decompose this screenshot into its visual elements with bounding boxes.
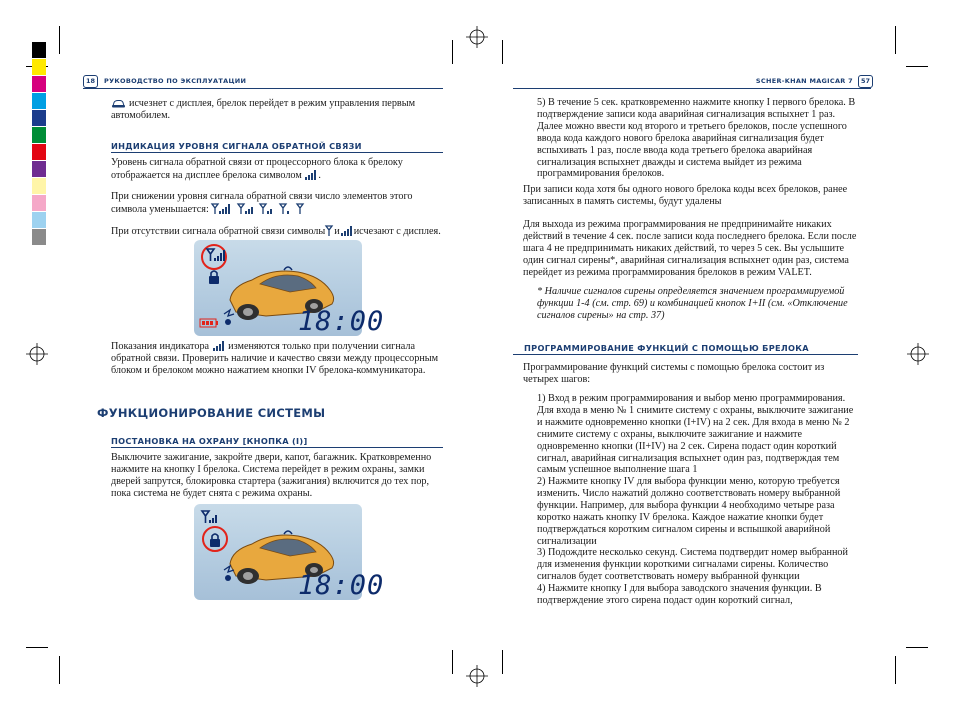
feedback-paragraph-3: При отсутствии сигнала обратной связи символы и исчезают с дисплея. — [111, 226, 441, 237]
section-heading-feedback: ИНДИКАЦИЯ УРОВНЯ СИГНАЛА ОБРАТНОЙ СВЯЗИ — [111, 141, 362, 151]
crop-mark — [895, 656, 896, 684]
signal-bars-icon — [212, 340, 226, 351]
header-rule — [83, 88, 443, 89]
lock-icon — [210, 534, 220, 547]
programming-step-2: 2) Нажмите кнопку IV для выбора функции меню, которую требуется изменить. Число нажатий должно соответствовать номеру выбранной функции. Например, для выбора функции 4 необходимо четыре раза коротко нажать кнопку IV брелока. Каждое нажатие кнопки будет подтверждаться коротким сигналом сирены и вспышкой аварийной сигнализации — [537, 476, 841, 547]
lcd-clock: 18:00 — [298, 306, 385, 337]
registration-mark — [26, 343, 48, 365]
crop-mark — [26, 647, 48, 648]
antenna-icon — [296, 203, 305, 214]
crop-mark — [502, 650, 503, 674]
crop-mark — [452, 650, 453, 674]
intro-paragraph: исчезнет с дисплея, брелок перейдет в режим управления первым автомобилем. — [111, 98, 416, 121]
section-heading-programming: ПРОГРАММИРОВАНИЕ ФУНКЦИЙ С ПОМОЩЬЮ БРЕЛОКА — [524, 343, 809, 353]
antenna-icon — [325, 225, 334, 236]
color-swatch — [32, 144, 46, 160]
antenna-signal-4-icon — [211, 203, 231, 214]
lcd-clock: 18:00 — [298, 570, 385, 601]
codes-erased-paragraph: При записи кода хотя бы одного нового брелока коды всех брелоков, ранее записанных в память системы, будут удалены — [523, 184, 848, 207]
shock-sensor-icon — [224, 310, 234, 325]
siren-footnote: * Наличие сигналов сирены определяется значением программируемой функции 1-4 (см. стр. 69) и комбинацией кнопок I+II (см. «Отключение сигналов сирены» на стр. 37) — [537, 286, 848, 321]
color-swatch — [32, 42, 46, 58]
crop-mark — [906, 647, 928, 648]
color-swatch — [32, 59, 46, 75]
feedback-paragraph-2: При снижении уровня сигнала обратной связи число элементов этого символа уменьшается: — [111, 191, 413, 215]
programming-intro: Программирование функций системы с помощью брелока состоит из четырех шагов: — [523, 362, 825, 385]
programming-step-3: 3) Подождите несколько секунд. Система подтвердит номер выбранной для изменения функции короткими сигналами сирены. Количество сигналов будет соответствовать номеру выбранной функции — [537, 547, 848, 582]
color-swatch — [32, 229, 46, 245]
section-rule — [111, 152, 443, 153]
antenna-signal-2-icon — [259, 203, 273, 214]
crop-mark — [59, 656, 60, 684]
programming-step-1: 1) Вход в режим программирования и выбор меню программирования. Для входа в меню № 1 снимите систему с охраны, выключите зажигание и нажмите одновременно кнопки (I+IV) на 2 сек. Для входа в меню № 2 снимите систему с охраны, выключите зажигание и нажмите одновременно кнопки (II+IV) на 2 сек. Сирена подаст один короткий сигнал, аварийная сигнализация вспыхнет один раз, подтверждая тем самым успешное выполнение шага 1 — [537, 393, 854, 476]
color-swatch — [32, 127, 46, 143]
registration-mark — [907, 343, 929, 365]
antenna-icon — [202, 511, 217, 523]
programming-step-4: 4) Нажмите кнопку I для выбора заводского значения функции. В подтверждение этого сирена подаст один короткий сигнал, — [537, 583, 822, 606]
header-rule — [513, 88, 871, 89]
color-swatch — [32, 195, 46, 211]
signal-bars-icon — [304, 169, 318, 180]
antenna-signal-icon — [207, 249, 225, 261]
section-rule — [111, 447, 443, 448]
color-swatch — [32, 93, 46, 109]
color-swatch — [32, 76, 46, 92]
chapter-heading: ФУНКЦИОНИРОВАНИЕ СИСТЕМЫ — [97, 406, 326, 420]
crop-mark — [906, 66, 928, 67]
remote-lcd-display-armed — [194, 504, 385, 601]
step5-paragraph: 5) В течение 5 сек. кратковременно нажмите кнопку I первого брелока. В подтверждение записи кода аварийная сигнализация вспыхнет 1 раз. Далее можно ввести код второго и третьего брелоков, после успешного ввода кода каждого нового брелока аварийная сигнализация будет вспыхивать 1 раз, после ввода кода третьего брелока аварийная сигнализация вспыхнет дважды и система выйдет из режима программирования брелоков. — [537, 97, 856, 180]
crop-mark — [502, 40, 503, 64]
crop-mark — [452, 40, 453, 64]
right-running-title: SCHER-KHAN MAGICAR 7 — [755, 77, 853, 85]
car-icon — [111, 99, 126, 109]
color-swatch — [32, 212, 46, 228]
crop-mark — [59, 26, 60, 54]
left-page-number: 18 — [83, 75, 98, 88]
arm-paragraph: Выключите зажигание, закройте двери, капот, багажник. Кратковременно нажмите на кнопку I брелока. Система перейдет в режим охраны, замки дверей запрутся, блокировка стартера (зажигания) включится до тех пор, пока система не будет снята с режима охраны. — [111, 452, 432, 499]
color-swatch — [32, 110, 46, 126]
section-heading-arm: ПОСТАНОВКА НА ОХРАНУ [КНОПКА (I)] — [111, 436, 308, 446]
crop-mark — [895, 26, 896, 54]
left-running-title: РУКОВОДСТВО ПО ЭКСПЛУАТАЦИИ — [104, 77, 247, 85]
color-swatch — [32, 161, 46, 177]
registration-mark — [466, 665, 488, 687]
antenna-signal-3-icon — [237, 203, 254, 214]
registration-mark — [466, 26, 488, 48]
right-page-number: 57 — [858, 75, 873, 88]
section-rule — [513, 354, 858, 355]
remote-lcd-display-signal — [194, 240, 385, 337]
feedback-paragraph-4: Показания индикатора изменяются только при получении сигнала обратной связи. Проверить наличие и качество связи между процессорным блоком и брелоком можно нажатием кнопки IV брелока-коммуникатора. — [111, 341, 439, 376]
feedback-paragraph-1: Уровень сигнала обратной связи от процессорного блока к брелоку отображается на дисплее брелока символом . — [111, 157, 403, 181]
exit-programming-paragraph: Для выхода из режима программирования не предпринимайте никаких действий в течение 4 сек. после записи кода последнего брелока. Если после шага 4 не предпринимать никаких действий, то через 5 сек. Вы услышите один сигнал сирены*, аварийная сигнализация вспыхнет один раз, система перейдет из режима программирования брелоков в режим VALET. — [523, 219, 857, 278]
antenna-signal-1-icon — [279, 203, 290, 214]
lock-icon — [209, 271, 219, 284]
signal-bars-icon — [340, 225, 354, 236]
color-swatch — [32, 178, 46, 194]
battery-icon — [200, 319, 218, 327]
